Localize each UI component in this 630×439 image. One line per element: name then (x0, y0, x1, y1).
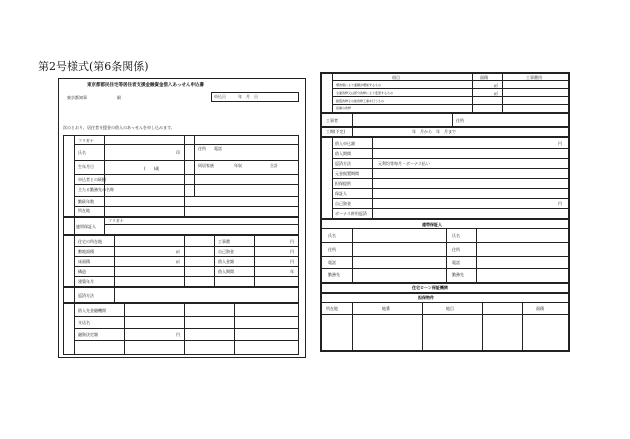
application-date: 申込日 年 月 日 (214, 94, 258, 99)
collateral-col-location: 所在地 (326, 306, 338, 311)
guarantee-org-header: 住宅ローン保証機関 (412, 285, 448, 290)
cost-unit: 円 (290, 239, 294, 244)
site-area-unit: ㎡ (176, 249, 180, 254)
total-label: 合計 (270, 163, 278, 168)
collateral-table (321, 293, 569, 351)
floor-area-unit: ㎡ (176, 259, 180, 264)
own-funds-label: 自己資金 (335, 201, 351, 206)
tenure-label: 勤続年数 (78, 199, 94, 204)
collateral-label: 担保提供 (335, 181, 351, 186)
site-area-label: 敷地面積 (78, 249, 94, 254)
reform-item-2: 全面改修又は部分改修により変更するもの (336, 91, 394, 95)
property-location-label: 住宅の所在地 (78, 239, 102, 244)
loan-repayment-label: 返済方法 (335, 161, 351, 166)
guarantor-address-label: 住所 (328, 247, 336, 252)
loan-amount-label: 借入金額 (218, 259, 234, 264)
guarantor-work-label: 勤務先 (328, 272, 340, 277)
cost-label: 工事費 (218, 239, 230, 244)
reform-item-1: 増改築により面積が増加するもの (336, 83, 382, 87)
guarantor2-name-label: 氏名 (452, 233, 460, 238)
guarantor-label: 保証人 (335, 191, 347, 196)
own-funds-label: 自己資金 (218, 249, 234, 254)
structure-label: 構造 (78, 269, 86, 274)
reform-area-unit-2: ㎡ (494, 91, 498, 96)
property-table (63, 235, 299, 287)
reform-col-item: 項目 (392, 75, 400, 80)
approval-table (63, 303, 299, 355)
guarantor2-address-label: 住所 (452, 247, 460, 252)
birth-label: 生年月日 (78, 164, 94, 169)
furigana-label: フリガナ (78, 138, 94, 143)
form-number-title: 第2号様式(第6条関係) (38, 60, 149, 73)
period-table (321, 127, 569, 137)
collateral-col-type: 地目 (446, 306, 454, 311)
collateral-col-area: 面積 (536, 306, 544, 311)
floor-area-label: 床面積 (78, 259, 90, 264)
repayment-method-value: 元利均等毎月・ボーナス払い (378, 161, 430, 166)
loan-period-label: 借入期間 (218, 269, 234, 274)
relationship-label: 申込者との続柄 (78, 177, 106, 182)
bonus-repay-label: ボーナス併用返済 (335, 211, 367, 216)
reform-items-table (321, 73, 569, 113)
repayment-table (63, 287, 299, 303)
guarantor2-phone-label: 電話 (452, 260, 460, 265)
branch-label: 支店名 (78, 320, 90, 325)
own-funds-unit: 円 (290, 249, 294, 254)
age-note: ( )歳 (144, 166, 160, 171)
family-label: 同居家族 (198, 163, 214, 168)
guarantor-table (321, 219, 569, 283)
grace-period-label: 元金据置期間 (335, 171, 359, 176)
loan-amount-unit: 円 (290, 259, 294, 264)
cosigner-table (63, 217, 299, 235)
form-doc-title: 東京都都民住宅等居住者支援金融資金借入あっせん申込書 (87, 83, 204, 88)
workplace-address-label: 所在地 (78, 208, 90, 213)
income-label: 年収 (234, 163, 242, 168)
applicant-table (63, 135, 299, 217)
loan-period-unit: 年 (290, 269, 294, 274)
name-label: 氏名 (78, 150, 86, 155)
bank-label: 借入先金融機関 (78, 308, 106, 313)
reform-item-4: 設備の改修 (336, 106, 352, 110)
phone-label: 電話 (214, 146, 222, 151)
repayment-label: 返済方法 (78, 293, 94, 298)
loan-period-label: 借入期間 (335, 151, 351, 156)
application-form-page (58, 78, 306, 358)
loan-request-unit: 円 (558, 141, 562, 146)
guarantor-phone-label: 電話 (328, 260, 336, 265)
reform-detail-page (320, 72, 570, 352)
contractor-table (321, 113, 569, 127)
reform-area-unit-1: ㎡ (494, 83, 498, 88)
guarantor2-work-label: 勤務先 (452, 272, 464, 277)
collateral-header: 担保物件 (418, 295, 434, 300)
guarantor-name-label: 氏名 (328, 233, 336, 238)
intro-text: 次のとおり、居住者支援金の借入のあっせんを申し込みます。 (63, 125, 175, 130)
reform-col-area: 面積 (480, 75, 488, 80)
guarantee-org-table (321, 283, 569, 293)
period-value: 年 月から 年 月まで (412, 129, 456, 134)
approved-amount-unit: 円 (176, 332, 180, 337)
cosigner-furigana: フリガナ (108, 218, 124, 223)
built-date-label: 建築年月 (78, 279, 94, 284)
loan-conditions-table (321, 137, 569, 219)
reform-item-3: 耐震改修その他改修工事を行うもの (336, 99, 385, 103)
contractor-address-label: 住所 (456, 118, 464, 123)
application-date-box (211, 92, 299, 102)
workplace-name-label: 主たる勤務先の名称 (78, 187, 114, 192)
guarantor-header: 連帯保証人 (422, 222, 442, 227)
contractor-label: 工事者 (326, 118, 338, 123)
collateral-col-lot: 地番 (382, 306, 390, 311)
cosigner-label: 連帯保証人 (76, 224, 96, 229)
loan-request-label: 借入申込額 (335, 141, 355, 146)
addressee: 東京都知事 (67, 95, 87, 100)
reform-col-cost: 工事費用 (526, 75, 542, 80)
seal-mark: 印 (176, 150, 180, 155)
period-label: 工期(予定) (326, 129, 346, 134)
own-funds-unit: 円 (558, 201, 562, 206)
approved-amount-label: 融資決定額 (78, 332, 98, 337)
address-label: 住所 (198, 146, 206, 151)
honorific: 殿 (117, 95, 121, 100)
